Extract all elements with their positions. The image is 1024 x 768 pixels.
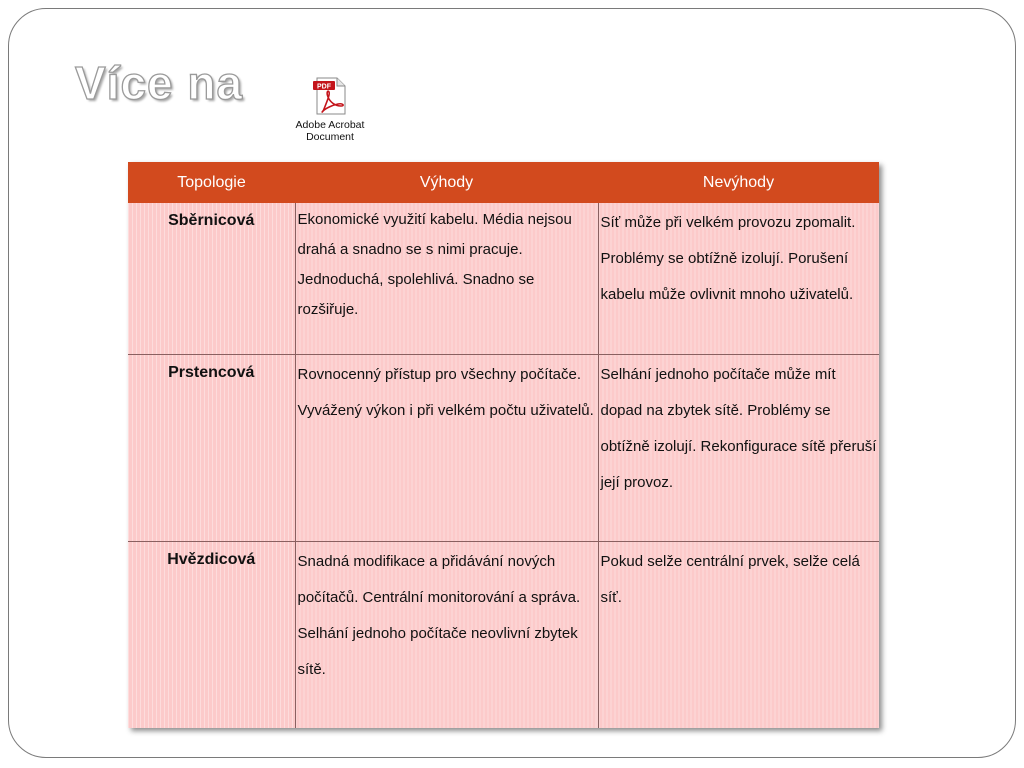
advantages-cell: Snadná modifikace a přidávání nových počítačů. Centrální monitorování a správa. Selhání jednoho počítače neovlivní zbytek sítě. bbox=[295, 542, 598, 729]
disadvantages-cell: Síť může při velkém provozu zpomalit. Problémy se obtížně izolují. Porušení kabelu může ovlivnit mnoho uživatelů. bbox=[598, 203, 879, 355]
header-advantages: Výhody bbox=[295, 162, 598, 203]
topology-name: Sběrnicová bbox=[128, 203, 295, 355]
topology-name: Hvězdicová bbox=[128, 542, 295, 729]
disadvantages-cell: Selhání jednoho počítače může mít dopad na zbytek sítě. Problémy se obtížně izolují. Rekonfigurace sítě přeruší její provoz. bbox=[598, 355, 879, 542]
topology-table-wrapper bbox=[128, 162, 879, 728]
slide-frame bbox=[8, 8, 1016, 758]
disadvantages-cell: Pokud selže centrální prvek, selže celá síť. bbox=[598, 542, 879, 729]
table-header-row bbox=[128, 162, 879, 203]
topology-name: Prstencová bbox=[128, 355, 295, 542]
topology-table bbox=[128, 162, 879, 728]
header-disadvantages: Nevýhody bbox=[598, 162, 879, 203]
table-row bbox=[128, 203, 879, 355]
advantages-cell: Ekonomické využití kabelu. Média nejsou drahá a snadno se s nimi pracuje. Jednoduchá, spolehlivá. Snadno se rozšiřuje. bbox=[295, 203, 598, 355]
header-topology: Topologie bbox=[128, 162, 295, 203]
pdf-document-icon bbox=[312, 77, 348, 115]
table-row bbox=[128, 355, 879, 542]
pdf-attachment[interactable] bbox=[275, 77, 385, 143]
advantages-cell: Rovnocenný přístup pro všechny počítače. Vyvážený výkon i při velkém počtu uživatelů. bbox=[295, 355, 598, 542]
attachment-label-line1: Adobe Acrobat bbox=[295, 119, 365, 131]
attachment-label-line2: Document bbox=[306, 131, 354, 143]
table-row bbox=[128, 542, 879, 729]
svg-text:PDF: PDF bbox=[317, 83, 331, 91]
slide-title: Více na bbox=[75, 57, 244, 109]
